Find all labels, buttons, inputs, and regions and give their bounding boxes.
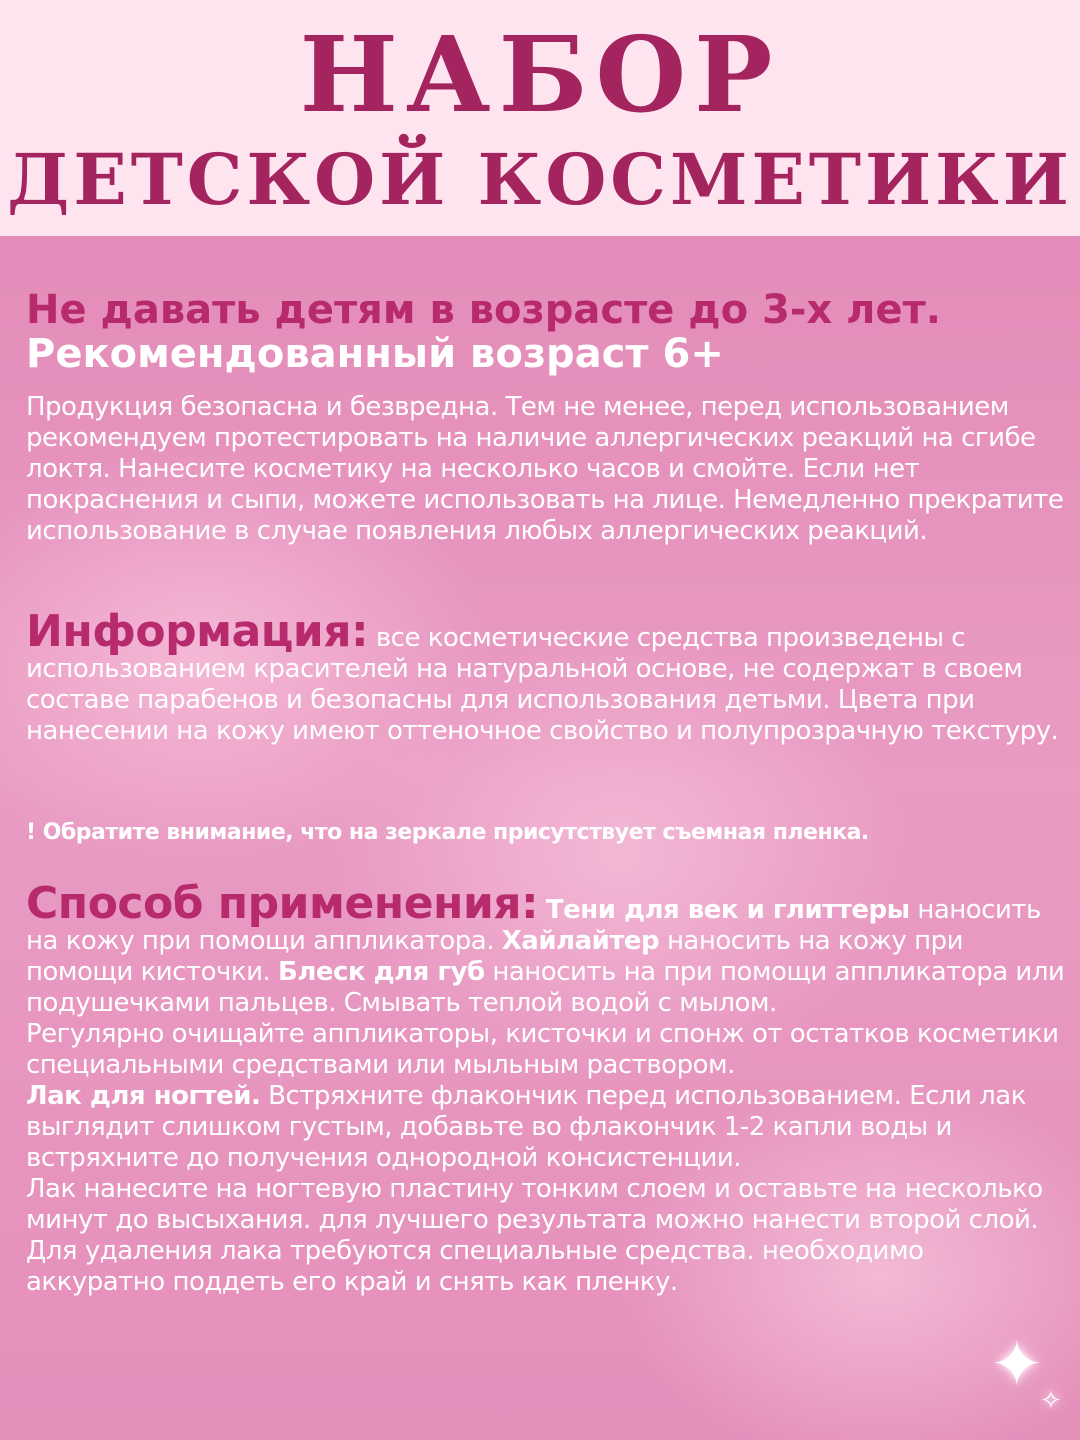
polish-label: Лак для ногтей. [26,1081,261,1111]
polish-text: Встряхните флакончик перед использованием. Если лак выглядит слишком густым, добавьте во флакончик 1-2 капли воды и встряхните до получения однородной консистенции. [26,1081,1026,1173]
gloss-label: Блеск для губ [278,957,485,987]
content-panel [0,236,1080,1440]
mirror-note: ! Обратите внимание, что на зеркале присутствует съемная пленка. [26,820,869,845]
usage-heading: Способ применения: [26,878,539,929]
info-section [26,606,1066,747]
cleaning-text: Регулярно очищайте аппликаторы, кисточки и спонж от остатков косметики специальными средствами или мыльным раствором. [26,1019,1059,1080]
highlighter-text: наносить на кожу при помощи кисточки. [26,926,963,987]
info-text: все косметические средства произведены с использованием красителей на натуральной основе, не содержат в своем составе парабенов и безопасны для использования детьми. Цвета при нанесении на кожу имеют оттеночное свойство и полупрозрачную текстуру. [26,623,1059,746]
apply-text: Лак нанесите на ногтевую пластину тонким слоем и оставьте на несколько минут до высыхания. для лучшего результата можно нанести второй слой. Для удаления лака требуются специальные средства. необходимо аккуратно поддеть его край и снять как пленку. [26,1174,1043,1297]
polish-paragraph [26,1081,1066,1174]
warning-section [26,288,1066,547]
info-heading: Информация: [26,606,369,657]
sparkle-small-icon: ✧ [1040,1386,1062,1416]
gloss-text: наносить на при помощи аппликатора или подушечками пальцев. Смывать теплой водой с мылом. [26,957,1065,1018]
age-limit-heading: Не давать детям в возрасте до 3-х лет. [26,287,941,333]
highlighter-label: Хайлайтер [501,926,660,956]
sparkle-icon: ✦ [990,1328,1044,1402]
warning-text: Продукция безопасна и безвредна. Тем не менее, перед использованием рекомендуем протестировать на наличие аллергических реакций на сгибе локтя. Нанесите косметику на несколько часов и смойте. Если нет покраснения и сыпи, можете использовать на лице. Немедленно прекратите использование в случае появления любых аллергических реакций. [26,392,1064,546]
page-subtitle: ДЕТСКОЙ КОСМЕТИКИ [7,138,1073,221]
usage-section [26,878,1066,1298]
page-title: НАБОР [299,13,781,136]
recommended-age-heading: Рекомендованный возраст 6+ [26,331,724,377]
eyes-label: Тени для век и глиттеры [545,895,910,925]
eyes-text: наносить на кожу при помощи аппликатора. [26,895,1041,956]
header-banner [0,0,1080,236]
